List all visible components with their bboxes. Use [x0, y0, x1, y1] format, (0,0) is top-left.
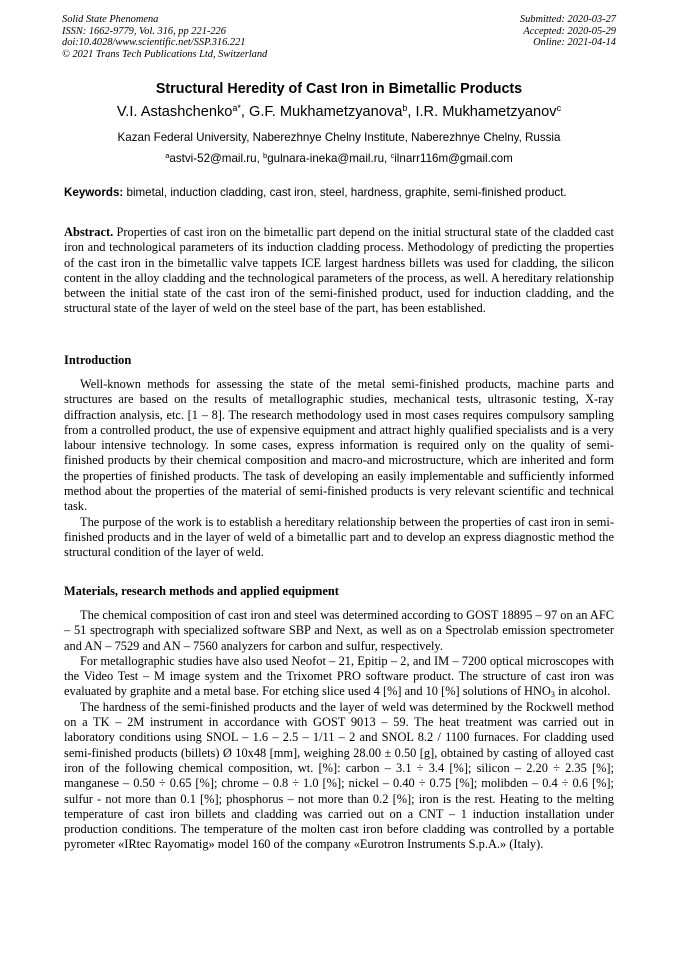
submitted-date: Submitted: 2020-03-27 — [519, 14, 616, 25]
journal-name: Solid State Phenomena — [62, 14, 159, 25]
author-name: G.F. Mukhametzyanova — [249, 104, 403, 120]
issn: ISSN: 1662-9779, Vol. 316, pp 221-226 — [62, 25, 226, 37]
accepted-date: Accepted: 2020-05-29 — [523, 25, 616, 37]
email-address[interactable]: ilnarr116m@gmail.com — [394, 152, 513, 165]
author-name: I.R. Mukhametzyanov — [415, 104, 557, 120]
author-separator: , — [240, 104, 250, 120]
abstract-label: Abstract. — [64, 225, 114, 239]
paragraph-text: in alcohol. — [554, 684, 611, 699]
paragraph-text: For metallographic studies have also used Neofot – 21, Epitip – 2, and IM – 7200 optical microscopes with the Video Test – M image system and the Trixomet PRO software product. The structure of cast iron was evaluated by graphite and a metal base. For etching slice used 4 [%] and 10 [%] solutions of HNO — [64, 653, 614, 699]
subscript: 3 — [550, 690, 555, 700]
materials-body — [64, 608, 614, 853]
email-sup: c — [390, 151, 395, 160]
paragraph: The chemical composition of cast iron and steel was determined according to GOST 18895 – 97 on an AFC – 51 spectrograph with specialized software SBP and Next, as well as on a Spectrolab emission spectrometer and AN – 7529 and AN – 7560 analyzers for carbon and sulfur, respectively. — [64, 608, 614, 653]
author-list — [0, 104, 678, 120]
email-sup: b — [263, 151, 268, 160]
email-address[interactable]: astvi-52@mail.ru — [169, 152, 257, 165]
author-name: V.I. Astashchenko — [116, 104, 233, 120]
keywords-text: bimetal, induction cladding, cast iron, steel, hardness, graphite, semi-finished product. — [123, 186, 567, 199]
section-heading-introduction: Introduction — [64, 353, 132, 367]
email-sup: a — [165, 151, 170, 160]
paragraph: The purpose of the work is to establish a hereditary relationship between the properties of cast iron in semi-finished products and in the layer of weld of a bimetallic part and to develop an express diagnostic method the structural condition of the layer of weld. — [64, 514, 614, 560]
keywords-label: Keywords: — [64, 186, 124, 199]
abstract — [64, 225, 614, 317]
email-list: $^a$astvi-52@mail.ru, $^b$gulnara-ineka@mail.ru, $^c$ilnarr116m@gmail.com — [165, 151, 513, 165]
journal-info — [62, 14, 267, 60]
author-sup: b — [402, 103, 408, 113]
paper-title: Structural Heredity of Cast Iron in Bimetallic Products — [155, 81, 523, 97]
section-heading-materials: Materials, research methods and applied equipment — [64, 584, 339, 598]
introduction-body — [64, 377, 614, 561]
paragraph — [64, 654, 614, 700]
dates-info — [520, 14, 616, 49]
abstract-text: Properties of cast iron on the bimetallic part depend on the initial structural state of the cladded cast iron and technological parameters of its induction cladding process. Methodology of predicting the properties of the cast iron in the bimetallic valve tappets ICE largest hardness billets was used for cladding, the silicon content in the alloy cladding and the technological parameters of the process, as well. A hereditary relationship between the initial state of the cast iron of the semi-finished product, used for induction cladding, and the structural state of the layer of weld on the steel base of the part, has been established. — [64, 225, 614, 316]
author-separator: , — [407, 104, 416, 120]
author-sup: c — [556, 103, 562, 113]
paragraph: Well-known methods for assessing the state of the metal semi-finished products, machine parts and structures are based on the results of metallographic studies, mechanical tests, ultrasonic testing, X-ray diffraction analysis, etc. [1 – 8]. The research methodology used in most cases requires compulsory sampling from a controlled product, the use of expensive equipment and attract highly qualified specialists and is a very labour intensive technology. In some cases, express information is required only on the quality of semi-finished products by their chemical composition and macro-and microstructure, which are inherited and form the properties of finished products. The task of developing an easily implementable and sufficiently informed method about the properties of the material of semi-finished products is very relevant scientific and technical task. — [64, 377, 614, 514]
affiliation: Kazan Federal University, Naberezhnye Chelny Institute, Naberezhnye Chelny, Russia — [117, 131, 561, 144]
doi: doi:10.4028/www.scientific.net/SSP.316.221 — [62, 37, 246, 49]
author-sup: a* — [232, 103, 241, 113]
paragraph: The hardness of the semi-finished products and the layer of weld was determined by the Rockwell method on a TK – 2M instrument in accordance with GOST 9013 – 59. The heat treatment was carried out in laboratory conditions using SNOL – 1.6 – 2.5 – 1/11 – 2 and SNOL 8.2 / 1100 furnaces. For cladding used semi-finished products (billets) Ø 10x48 [mm], weighing 28.00 ± 0.50 [g], obtained by casting of alloyed cast iron of the following chemical composition, wt. [%]: carbon – 3.1 ÷ 3.4 [%]; silicon – 2.20 ÷ 2.35 [%]; manganese – 0.50 ÷ 0.65 [%]; chrome – 0.8 ÷ 1.0 [%]; nickel – 0.40 ÷ 0.75 [%]; molibden – 0.4 ÷ 0.6 [%]; sulfur - not more than 0.1 [%]; phosphorus – not more than 0.2 [%]; iron is the rest. Heating to the melting temperature of cast iron billets and cladding was carried out on a CNT – 1 induction installation under production conditions. The temperature of the molten cast iron before cladding was controlled by a portable pyrometer «IRtec Rayomatig» model 160 of the company «Eurotron Instruments S.p.A.» (Italy). — [64, 699, 614, 852]
online-date: Online: 2021-04-14 — [533, 37, 616, 49]
copyright: © 2021 Trans Tech Publications Ltd, Switzerland — [62, 48, 268, 60]
email-address[interactable]: gulnara-ineka@mail.ru — [267, 152, 385, 165]
keywords — [64, 186, 624, 199]
